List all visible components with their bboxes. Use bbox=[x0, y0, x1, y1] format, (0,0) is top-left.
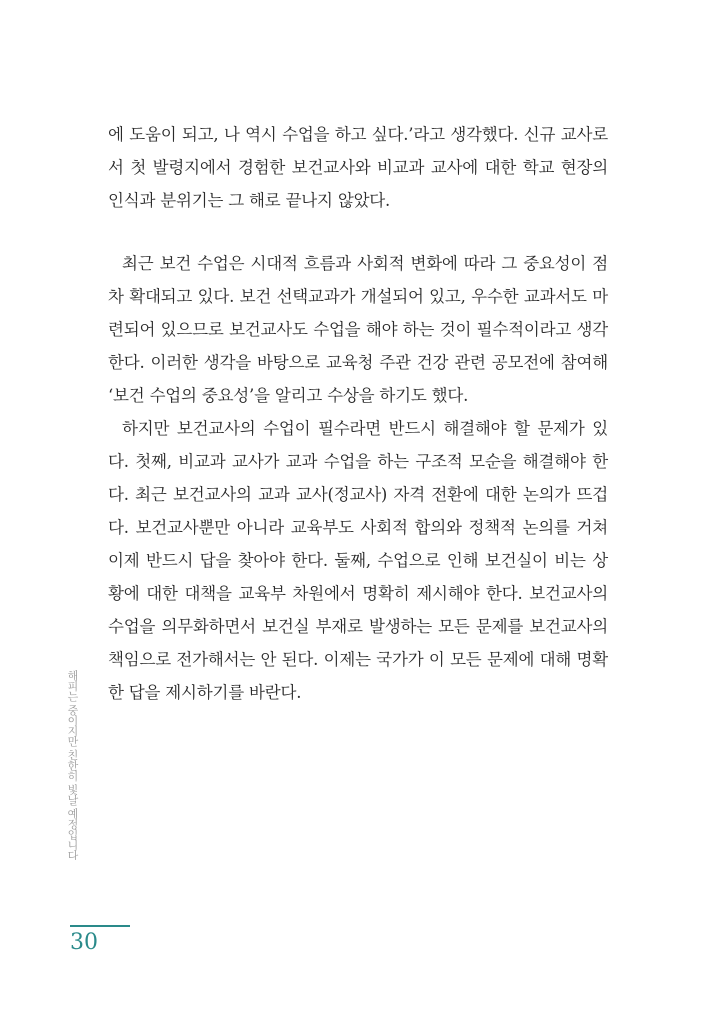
text-line: 다. 첫째, 비교과 교사가 교과 수업을 하는 구조적 모순을 해결해야 한 bbox=[108, 452, 608, 471]
body-text bbox=[108, 118, 608, 709]
text-line: 에 도움이 되고, 나 역시 수업을 하고 싶다.’라고 생각했다. 신규 교사로 bbox=[108, 125, 608, 144]
text-line: 책임으로 전가해서는 안 된다. 이제는 국가가 이 모든 문제에 대해 명확 bbox=[108, 650, 608, 669]
running-title-vertical: 해피는 중이지만 친한히 빛날 예정입니다 bbox=[66, 670, 79, 860]
page-number: 30 bbox=[70, 930, 98, 955]
text-line: 최근 보건 수업은 시대적 흐름과 사회적 변화에 따라 그 중요성이 점 bbox=[122, 254, 608, 273]
text-line: 이제 반드시 답을 찾아야 한다. 둘째, 수업으로 인해 보건실이 비는 상 bbox=[108, 551, 608, 570]
text-line: 하지만 보건교사의 수업이 필수라면 반드시 해결해야 할 문제가 있 bbox=[122, 419, 608, 438]
text-line: ‘보건 수업의 중요성’을 알리고 수상을 하기도 했다. bbox=[108, 386, 469, 405]
text-line: 한다. 이러한 생각을 바탕으로 교육청 주관 건강 관련 공모전에 참여해 bbox=[108, 353, 608, 372]
text-line: 련되어 있으므로 보건교사도 수업을 해야 하는 것이 필수적이라고 생각 bbox=[108, 320, 608, 339]
text-line: 인식과 분위기는 그 해로 끝나지 않았다. bbox=[108, 191, 391, 210]
folio-rule bbox=[70, 925, 130, 927]
text-line: 다. 보건교사뿐만 아니라 교육부도 사회적 합의와 정책적 논의를 거쳐 bbox=[108, 518, 608, 537]
text-line: 차 확대되고 있다. 보건 선택교과가 개설되어 있고, 우수한 교과서도 마 bbox=[108, 287, 608, 306]
text-line: 다. 최근 보건교사의 교과 교사(정교사) 자격 전환에 대한 논의가 뜨겁 bbox=[108, 485, 608, 504]
text-line: 한 답을 제시하기를 바란다. bbox=[108, 683, 302, 702]
text-line: 황에 대한 대책을 교육부 차원에서 명확히 제시해야 한다. 보건교사의 bbox=[108, 584, 608, 603]
text-line: 수업을 의무화하면서 보건실 부재로 발생하는 모든 문제를 보건교사의 bbox=[108, 617, 608, 636]
text-line: 서 첫 발령지에서 경험한 보건교사와 비교과 교사에 대한 학교 현장의 bbox=[108, 158, 608, 177]
